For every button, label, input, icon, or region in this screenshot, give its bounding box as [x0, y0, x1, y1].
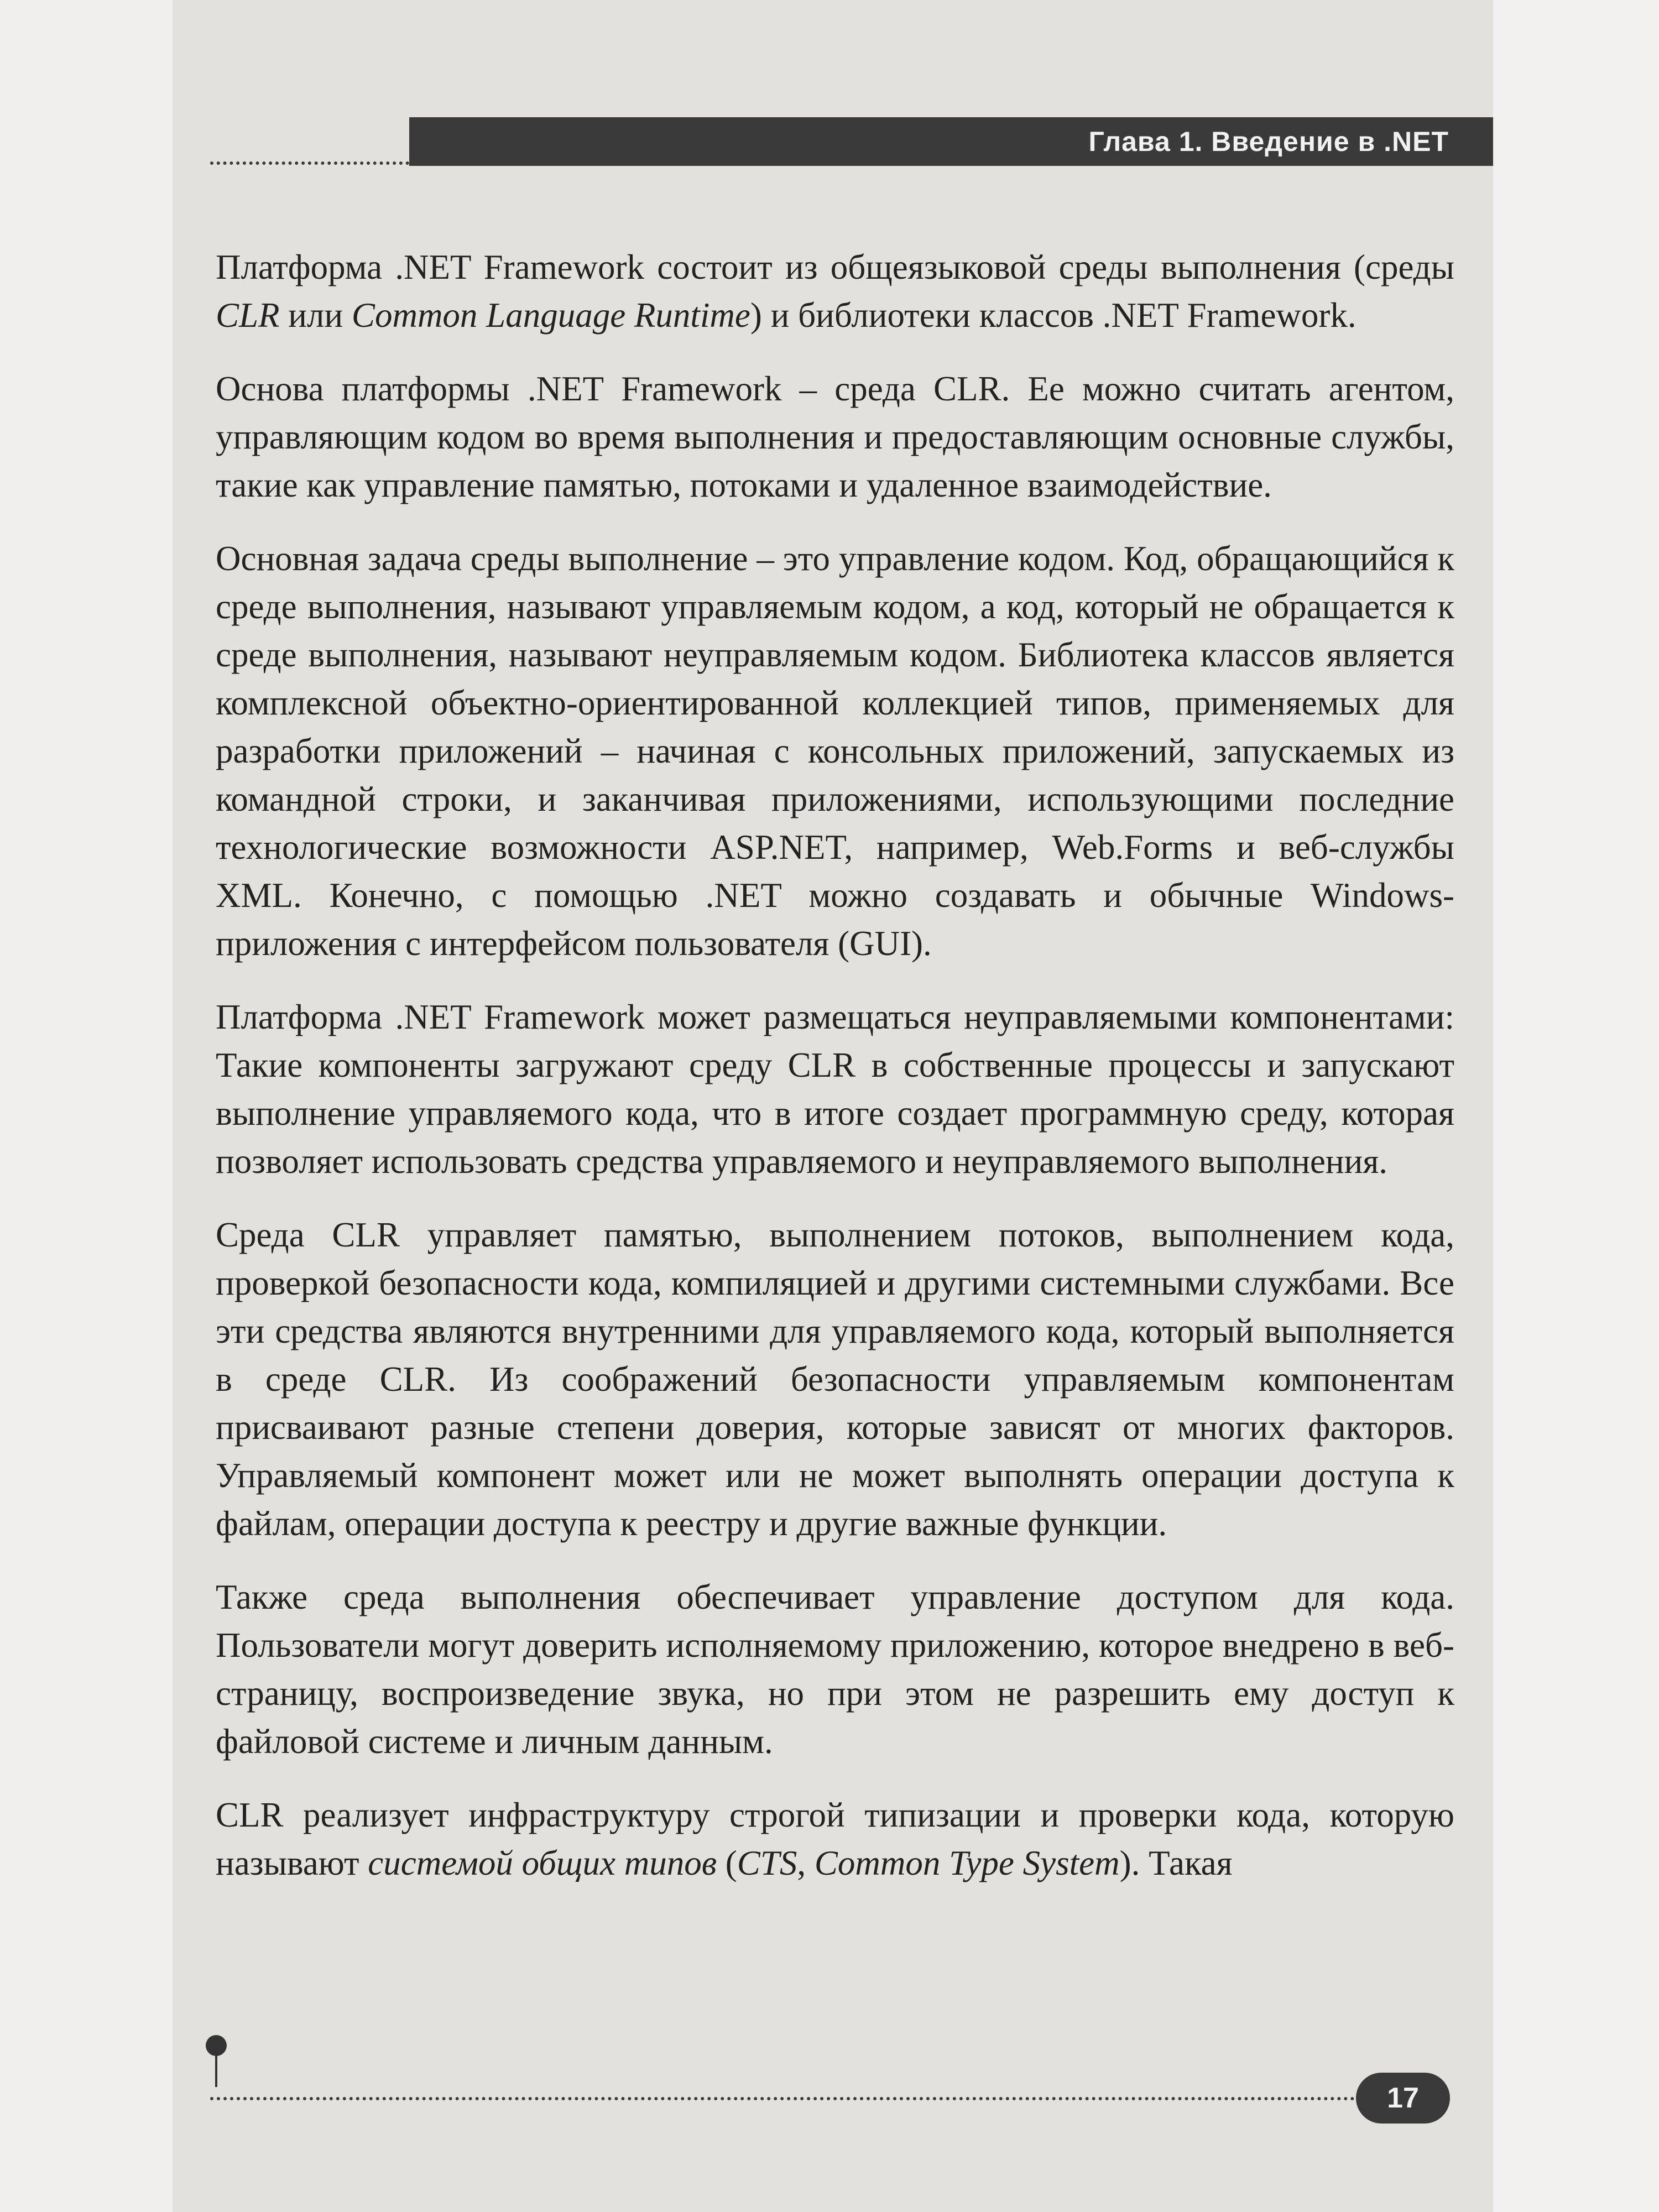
page-text — [216, 243, 1454, 1913]
left-margin — [0, 0, 173, 2212]
chapter-title: Глава 1. Введение в .NET — [1088, 126, 1449, 157]
paragraph-6: Также среда выполнения обеспечивает управление доступом для кода. Пользователи могут доверить исполняемому приложению, которое внедрено в веб-страницу, воспроизведение звука, но при этом не разрешить ему доступ к файловой системе и личным данным. — [216, 1578, 1454, 1761]
header-dotted-rule — [210, 161, 409, 165]
paragraph-5: Среда CLR управляет памятью, выполнением потоков, выполнением кода, проверкой безопасности кода, компиляцией и другими системными службами. Все эти средства являются внутренними для управляемого кода, который выполняется в среде CLR. Из соображений безопасности управляемым компонентам присваивают разные степени доверия, которые зависят от многих факторов. Управляемый компонент может или не может выполнять операции доступа к файлам, операции доступа к реестру и другие важные функции. — [216, 1215, 1454, 1543]
page-number: 17 — [1356, 2073, 1450, 2124]
running-header — [409, 117, 1493, 166]
right-margin — [1493, 0, 1659, 2212]
paragraph-7: CLR реализует инфраструктуру строгой типизации и проверки кода, которую называют системой общих типов (CTS, Common Type System). Такая — [216, 1796, 1454, 1882]
paragraph-4: Платформа .NET Framework может размещаться неуправляемыми компонентами: Такие компоненты загружают среду CLR в собственные процессы и запускают выполнение управляемого кода, что в итоге создает программную среду, которая позволяет использовать средства управляемого и неуправляемого выполнения. — [216, 998, 1454, 1181]
paragraph-2: Основа платформы .NET Framework – среда CLR. Ее можно считать агентом, управляющим кодом во время выполнения и предоставляющим основные службы, такие как управление памятью, потоками и удаленное взаимодействие. — [216, 369, 1454, 504]
paragraph-1: Платформа .NET Framework состоит из общеязыковой среды выполнения (среды CLR или Common Language Runtime) и библиотеки классов .NET Framework. — [216, 248, 1454, 335]
footer-dotted-rule — [210, 2097, 1355, 2100]
paragraph-3: Основная задача среды выполнение – это управление кодом. Код, обращающийся к среде выполнения, называют управляемым кодом, а код, который не обращается к среде выполнения, называют неуправляемым кодом. Библиотека классов является комплексной объектно-ориентированной коллекцией типов, применяемых для разработки приложений – начиная с консольных приложений, запускаемых из командной строки, и заканчивая приложениями, использующими последние технологические возможности ASP.NET, например, Web.Forms и веб-службы XML. Конечно, с помощью .NET можно создавать и обычные Windows-приложения с интерфейсом пользователя (GUI). — [216, 539, 1454, 963]
footer-pin-icon — [206, 2035, 227, 2056]
